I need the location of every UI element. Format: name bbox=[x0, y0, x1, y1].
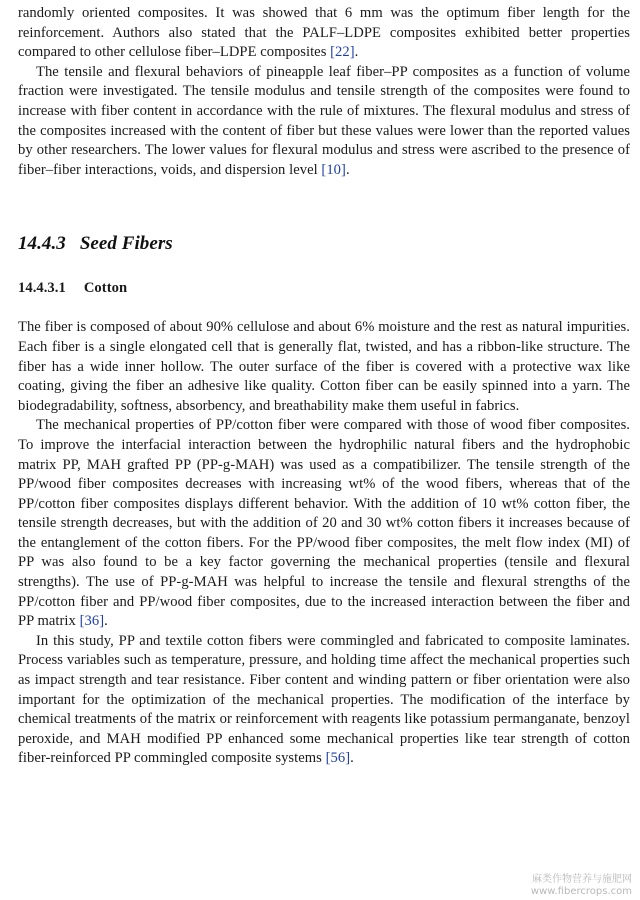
site-watermark bbox=[531, 874, 632, 898]
citation-link[interactable]: [36] bbox=[79, 613, 105, 630]
commingled-study-paragraph: In this study, PP and textile cotton fibers were commingled and fabricated to composite laminates. Process variables such as temperature, pressure, and holding time affect the mechanical properties such as impact strength and tear resistance. Fiber content and winding pattern or fiber orientation were also important for the optimization of the mechanical properties. The modification of the interface by chemical treatments of the matrix or reinforcement with reagents like potassium permanganate, benzoyl peroxide, and MAH modified PP enhanced some mechanical properties like tear strength of cotton fiber-reinforced PP commingled composite systems [56]. bbox=[18, 632, 630, 767]
cotton-composition-paragraph: The fiber is composed of about 90% cellulose and about 6% moisture and the rest as natural impurities. Each fiber is a single elongated cell that is generally flat, twisted, and has a ribbon-like structure. The fiber has a wide inner hollow. The outer surface of the fiber is covered with a protective wax like coating, giving the fiber an adhesive like quality. Cotton fiber can be easily spinned into a yarn. The biodegradability, softness, absorbency, and breathability make them useful in fabrics. bbox=[18, 319, 630, 414]
cotton-section-body bbox=[18, 318, 630, 769]
pineapple-fiber-paragraph: The tensile and flexural behaviors of pineapple leaf fiber–PP composites as a function of volume fraction were investigated. The tensile modulus and tensile strength of the composites were found to increase with fiber content in accordance with the rule of mixtures. The flexural modulus and stress of the composites increased with the content of fiber but these values were lower than the reported values by other researchers. The lower values for flexural modulus and stress were ascribed to the presence of fiber–fiber interactions, voids, and dispersion level [10]. bbox=[18, 63, 630, 178]
subsection-number: 14.4.3.1 bbox=[18, 280, 66, 297]
subsection-heading bbox=[18, 278, 630, 298]
mechanical-properties-paragraph: The mechanical properties of PP/cotton fiber were compared with those of wood fiber composites. To improve the interfacial interaction between the hydrophilic natural fibers and the hydrophobic matrix PP, MAH grafted PP (PP-g-MAH) was used as a compatibilizer. The tensile strength of the PP/wood fiber composites decreases with increasing wt% of the wood fibers, whereas that of the PP/cotton fiber composites displays different behavior. With the addition of 10 wt% cotton fiber, the tensile strength decreases, but with the addition of 20 and 30 wt% cotton fibers it increases because of the entanglement of the cotton fibers. For the PP/wood fiber composites, the melt flow index (MI) of PP was also found to be a key factor governing the mechanical properties (tensile and flexural strengths). The use of PP-g-MAH was helpful to increase the tensile and flexural strengths of the PP/cotton fiber and PP/wood fiber composites, due to the increased interaction between the fiber and PP matrix [36]. bbox=[18, 417, 630, 630]
citation-link[interactable]: [56] bbox=[325, 750, 351, 767]
document-page bbox=[18, 4, 630, 769]
continued-paragraph: randomly oriented composites. It was showed that 6 mm was the optimum fiber length for the reinforcement. Authors also stated that the PALF–LDPE composites exhibited better properties compared to other cellulose fiber–LDPE composites [22]. bbox=[18, 5, 630, 61]
paragraph-text: In this study, PP and textile cotton fibers were commingled and fabricated to composite laminates. Process variables such as temperature, pressure, and holding time affect the mechanical properties such as impact strength and tear resistance. Fiber content and winding pattern or fiber orientation were also important for the optimization of the mechanical properties. The modification of the interface by chemical treatments of the matrix or reinforcement with reagents like potassium permanganate, benzoyl peroxide, and MAH modified PP enhanced some mechanical properties like tear strength of cotton fiber-reinforced PP commingled composite systems bbox=[18, 632, 630, 767]
paragraph-text: The tensile and flexural behaviors of pineapple leaf fiber–PP composites as a function of volume fraction were investigated. The tensile modulus and tensile strength of the composites were found to increase with fiber content in accordance with the rule of mixtures. The flexural modulus and stress of the composites increased with the content of fiber but these values were lower than the reported values by other researchers. The lower values for flexural modulus and stress were ascribed to the presence of fiber–fiber interactions, voids, and dispersion level bbox=[18, 63, 630, 178]
section-heading bbox=[18, 232, 630, 256]
paragraph-text: randomly oriented composites. It was showed that 6 mm was the optimum fiber length for the reinforcement. Authors also stated that the PALF–LDPE composites exhibited better properties compared to other cellulose fiber–LDPE composites bbox=[18, 5, 630, 61]
watermark-url: www.fibercrops.com bbox=[530, 886, 632, 897]
citation-link[interactable]: [10] bbox=[321, 161, 346, 178]
watermark-chinese-text: 麻类作物营养与施肥网 bbox=[532, 874, 632, 885]
subsection-title: Cotton bbox=[83, 280, 128, 297]
citation-link[interactable]: [22] bbox=[330, 44, 355, 61]
section-number: 14.4.3 bbox=[18, 233, 66, 255]
section-title: Seed Fibers bbox=[79, 233, 173, 255]
paragraph-text: The mechanical properties of PP/cotton fiber were compared with those of wood fiber composites. To improve the interfacial interaction between the hydrophilic natural fibers and the hydrophobic matrix PP, MAH grafted PP (PP-g-MAH) was used as a compatibilizer. The tensile strength of the PP/wood fiber composites decreases with increasing wt% of the wood fibers, whereas that of the PP/cotton fiber composites displays different behavior. With the addition of 10 wt% cotton fiber, the tensile strength decreases, but with the addition of 20 and 30 wt% cotton fibers it increases because of the entanglement of the cotton fibers. For the PP/wood fiber composites, the melt flow index (MI) of PP was also found to be a key factor governing the mechanical properties (tensile and flexural strengths). The use of PP-g-MAH was helpful to increase the tensile and flexural strengths of the PP/cotton fiber and PP/wood fiber composites, due to the increased interaction between the fiber and PP matrix bbox=[18, 417, 630, 630]
